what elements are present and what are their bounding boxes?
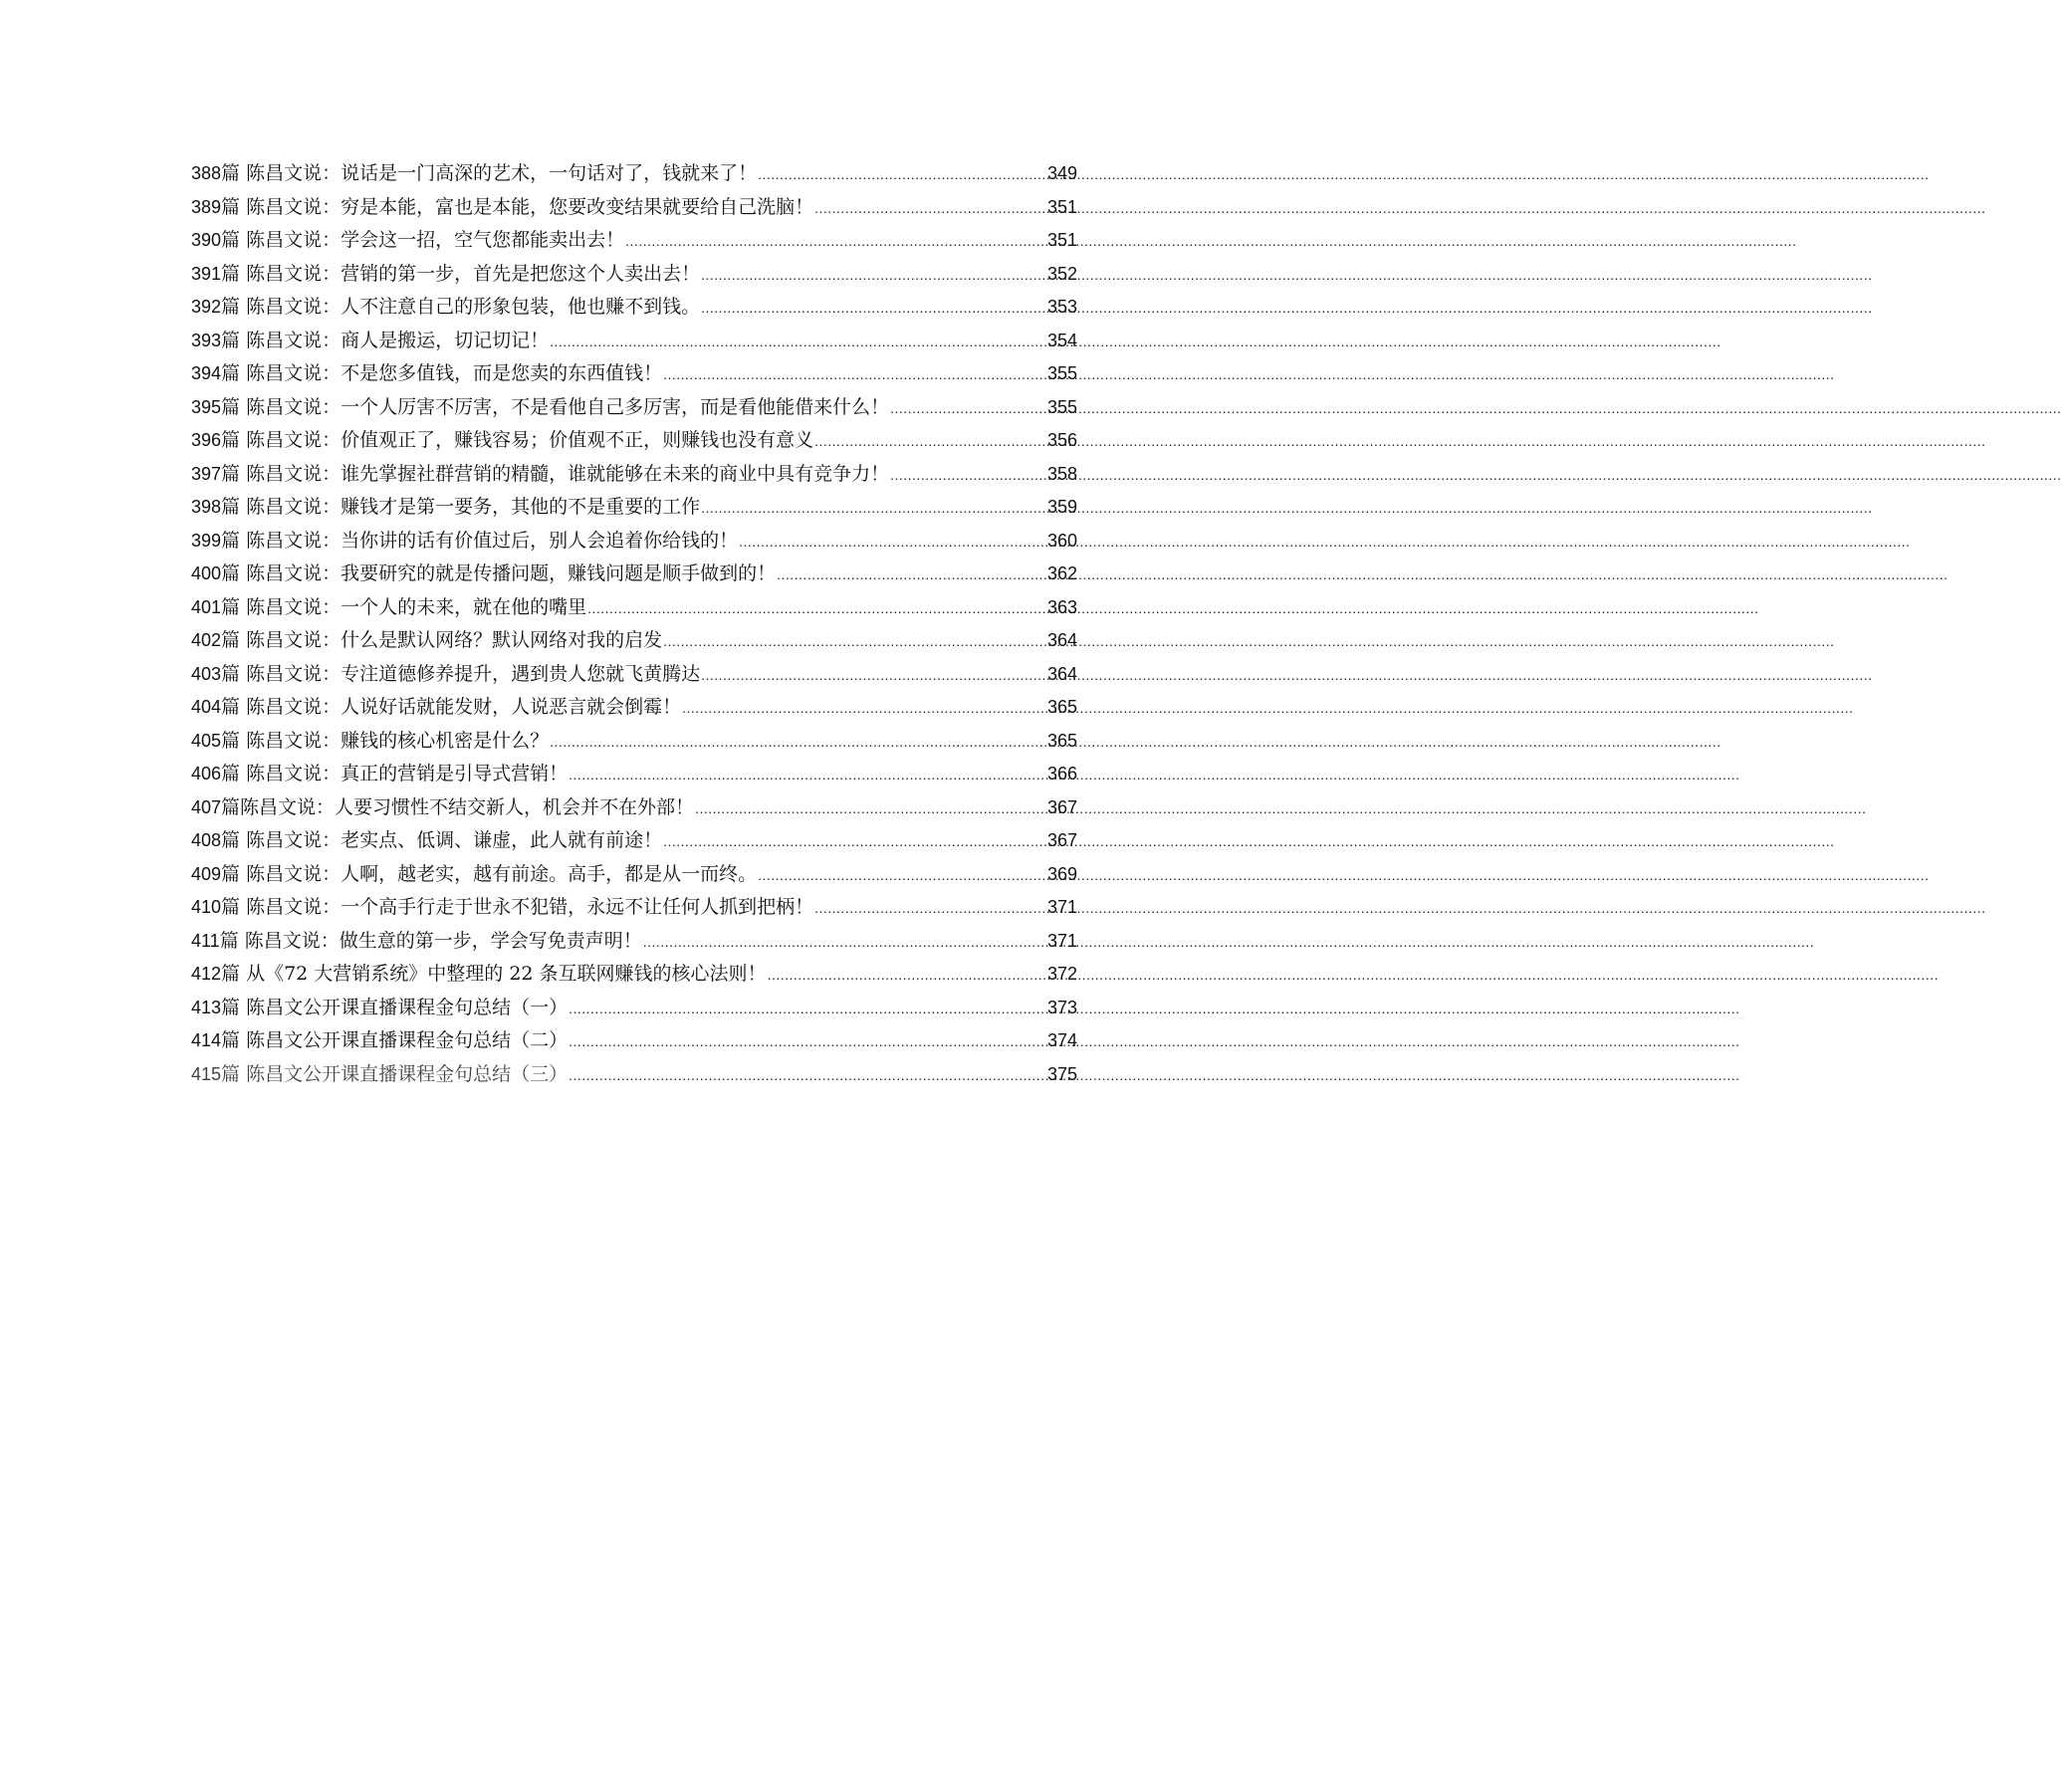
toc-entry[interactable] [191,958,1077,992]
page-number: 359 [1046,497,1077,517]
toc-entry[interactable] [191,424,1077,458]
dot-leader [587,592,1046,626]
toc-entry[interactable] [191,224,1077,258]
toc-entry[interactable] [191,1024,1077,1058]
dot-leader [625,225,1046,259]
entry-number: 398 [191,497,222,517]
toc-entry[interactable] [191,258,1077,292]
entry-title: 篇 陈昌文说：一个人的未来，就在他的嘴里 [221,595,587,618]
toc-entry[interactable] [191,458,1077,492]
dot-leader [701,259,1046,293]
dot-leader [569,759,1046,792]
entry-number: 394 [191,363,222,383]
entry-number: 389 [191,196,222,217]
dot-leader [569,993,1046,1026]
entry-title: 篇 陈昌文公开课直播课程金句总结（二） [221,1029,569,1051]
dot-leader [569,1025,1046,1059]
entry-number: 404 [191,697,222,717]
entry-title: 篇 陈昌文说：商人是搬运，切记切记！ [221,329,550,351]
entry-number: 392 [191,297,222,317]
page-number: 355 [1046,396,1077,417]
entry-title: 篇陈昌文说：人要习惯性不结交新人，机会并不在外部！ [221,795,695,818]
page-number: 358 [1046,463,1077,484]
dot-leader [701,492,1046,526]
entry-title: 篇 陈昌文说：说话是一门高深的艺术，一句话对了，钱就来了！ [221,162,758,184]
dot-leader [550,326,1046,359]
toc-entry[interactable] [191,1058,1077,1092]
toc-entry[interactable] [191,291,1077,325]
dot-leader [682,692,1046,726]
entry-number: 396 [191,430,222,450]
entry-number: 411 [191,930,220,951]
dot-leader [758,859,1046,893]
entry-title: 篇 陈昌文说：当你讲的话有价值过后，别人会追着你给钱的！ [221,529,739,552]
toc-entry[interactable] [191,491,1077,525]
toc-entry[interactable] [191,858,1077,892]
toc-entry[interactable] [191,658,1077,692]
entry-number: 405 [191,730,222,751]
page-number: 375 [1046,1063,1077,1084]
page-number: 351 [1046,230,1077,250]
toc-entry[interactable] [191,525,1077,559]
dot-leader [814,892,1046,926]
entry-number: 391 [191,263,222,284]
entry-number: 415 [191,1063,222,1084]
page-number: 371 [1046,930,1077,951]
entry-number: 399 [191,530,222,551]
entry-title: 篇 陈昌文说：人啊，越老实，越有前途。高手，都是从一而终。 [221,862,758,885]
entry-title: 篇 陈昌文公开课直播课程金句总结（一） [221,996,569,1018]
toc-entry[interactable] [191,591,1077,625]
entry-number: 397 [191,463,222,484]
toc-entry[interactable] [191,891,1077,925]
page-number: 355 [1046,363,1077,383]
entry-title: 篇 陈昌文说：什么是默认网络？默认网络对我的启发 [221,629,663,651]
toc-entry[interactable] [191,824,1077,858]
entry-title: 篇 陈昌文说：我要研究的就是传播问题，赚钱问题是顺手做到的！ [221,562,777,584]
toc-entry[interactable] [191,725,1077,759]
dot-leader [814,425,1046,459]
dot-leader [890,459,1046,493]
dot-leader [701,659,1046,693]
entry-title: 篇 陈昌文说：一个高手行走于世永不犯错，永远不让任何人抓到把柄！ [221,896,814,918]
page-number: 352 [1046,263,1077,284]
dot-leader [695,792,1046,826]
page-number: 366 [1046,764,1077,784]
toc-entry[interactable] [191,357,1077,391]
entry-title: 篇 陈昌文说：赚钱的核心机密是什么？ [221,729,550,752]
entry-number: 388 [191,163,222,183]
dot-leader [569,1059,1046,1093]
dot-leader [550,726,1046,760]
dot-leader [739,526,1046,560]
toc-entry[interactable] [191,925,1077,959]
dot-leader [890,392,1046,426]
page-number: 365 [1046,730,1077,751]
toc-entry[interactable] [191,992,1077,1025]
dot-leader [768,959,1046,993]
entry-title: 篇 陈昌文说：专注道德修养提升，遇到贵人您就飞黄腾达 [221,662,701,685]
entry-number: 402 [191,630,222,650]
page-number: 354 [1046,330,1077,350]
page-number: 365 [1046,697,1077,717]
page-number: 364 [1046,663,1077,684]
toc-entry[interactable] [191,191,1077,225]
page-number: 353 [1046,297,1077,317]
dot-leader [777,559,1046,592]
entry-title: 篇 陈昌文说：人说好话就能发财，人说恶言就会倒霉！ [221,696,682,718]
entry-number: 409 [191,863,222,884]
page-number: 363 [1046,596,1077,617]
page-number: 349 [1046,163,1077,183]
page-number: 362 [1046,563,1077,583]
entry-title: 篇 陈昌文公开课直播课程金句总结（三） [221,1062,569,1085]
entry-number: 407 [191,796,222,817]
entry-title: 篇 从《72 大营销系统》中整理的 22 条互联网赚钱的核心法则！ [221,963,767,985]
toc-entry[interactable] [191,624,1077,658]
entry-number: 410 [191,897,222,917]
entry-title: 篇 陈昌文说：真正的营销是引导式营销！ [221,763,569,784]
entry-title: 篇 陈昌文说：学会这一招，空气您都能卖出去！ [221,229,625,251]
toc-entry[interactable] [191,157,1077,191]
entry-number: 390 [191,230,222,250]
page-number: 360 [1046,530,1077,551]
entry-number: 406 [191,764,222,784]
table-of-contents [191,157,1077,1091]
entry-number: 414 [191,1030,222,1050]
toc-entry[interactable] [191,791,1077,825]
dot-leader [701,292,1046,326]
toc-entry[interactable] [191,691,1077,725]
dot-leader [758,158,1046,192]
entry-title: 篇 陈昌文说：赚钱才是第一要务，其他的不是重要的工作 [221,496,701,518]
entry-title: 篇 陈昌文说：营销的第一步，首先是把您这个人卖出去！ [221,262,701,285]
entry-number: 400 [191,563,222,583]
toc-entry[interactable] [191,558,1077,591]
dot-leader [814,192,1046,226]
entry-title: 篇 陈昌文说：做生意的第一步，学会写免责声明！ [219,929,642,952]
entry-title: 篇 陈昌文说：谁先掌握社群营销的精髓，谁就能够在未来的商业中具有竞争力！ [221,462,890,485]
entry-number: 401 [191,596,222,617]
dot-leader [643,926,1046,960]
entry-number: 412 [191,964,222,984]
page-number: 372 [1046,964,1077,984]
entry-number: 395 [191,396,222,417]
toc-entry[interactable] [191,758,1077,791]
page-number: 367 [1046,796,1077,817]
entry-number: 408 [191,830,222,850]
entry-number: 413 [191,997,222,1017]
entry-number: 393 [191,330,222,350]
page-number: 369 [1046,863,1077,884]
toc-entry[interactable] [191,391,1077,425]
toc-entry[interactable] [191,325,1077,358]
entry-title: 篇 陈昌文说：穷是本能，富也是本能，您要改变结果就要给自己洗脑！ [221,195,814,218]
page-number: 371 [1046,897,1077,917]
entry-title: 篇 陈昌文说：不是您多值钱，而是您卖的东西值钱！ [221,362,663,384]
entry-number: 403 [191,663,222,684]
entry-title: 篇 陈昌文说：人不注意自己的形象包装，他也赚不到钱。 [221,296,701,318]
dot-leader [663,358,1046,392]
entry-title: 篇 陈昌文说：老实点、低调、谦虚，此人就有前途！ [221,829,663,851]
entry-title: 篇 陈昌文说：一个人厉害不厉害，不是看他自己多厉害，而是看他能借来什么！ [221,395,890,418]
page-number: 356 [1046,430,1077,450]
page-number: 373 [1046,997,1077,1017]
dot-leader [663,825,1046,859]
page-number: 374 [1046,1030,1077,1050]
entry-title: 篇 陈昌文说：价值观正了，赚钱容易；价值观不正，则赚钱也没有意义 [221,429,814,451]
page-number: 364 [1046,630,1077,650]
page-number: 367 [1046,830,1077,850]
dot-leader [663,625,1046,659]
page-number: 351 [1046,196,1077,217]
